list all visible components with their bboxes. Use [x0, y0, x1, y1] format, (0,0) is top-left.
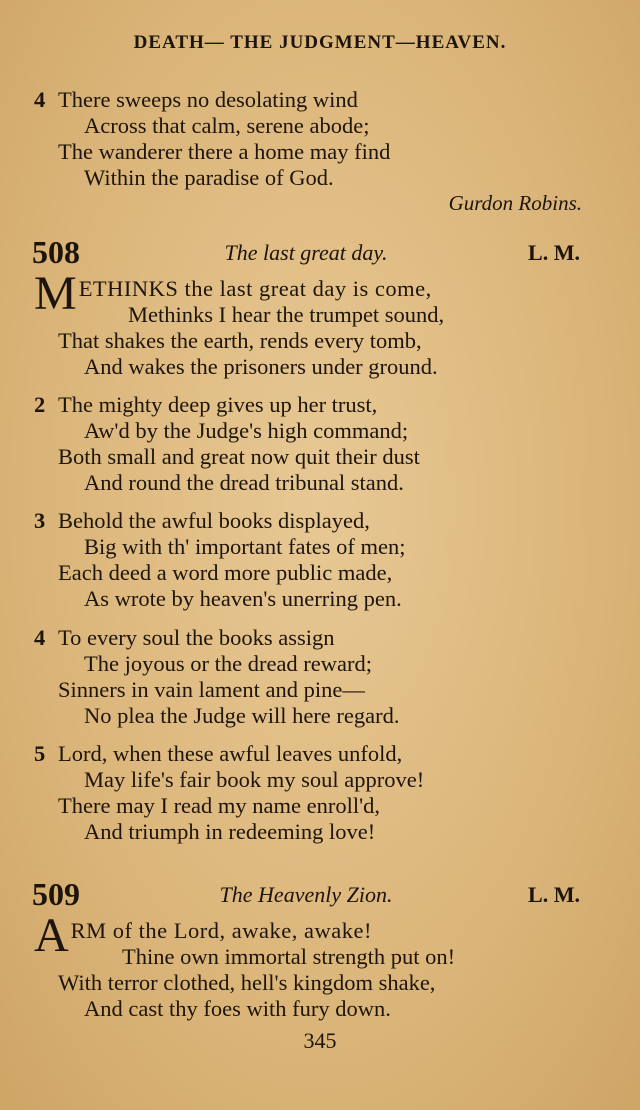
stanza-number: 4 — [34, 87, 46, 112]
verse-line: Aw'd by the Judge's high command; — [84, 418, 409, 443]
hymn-509-header — [32, 876, 580, 910]
stanza-number: 5 — [34, 741, 46, 766]
verse-line: And wakes the prisoners under ground. — [84, 354, 438, 379]
verse-line: To every soul the books assign — [58, 625, 335, 650]
hymn-508-stanza-5 — [34, 741, 594, 845]
attribution: Gurdon Robins. — [448, 191, 582, 215]
verse-line: And triumph in redeeming love! — [84, 819, 376, 844]
verse-line: That shakes the earth, rends every tomb, — [58, 328, 422, 353]
hymn-508-stanza-4 — [34, 625, 594, 729]
verse-line: There sweeps no desolating wind — [58, 87, 358, 112]
verse-line: Methinks I hear the trumpet sound, — [128, 302, 445, 327]
verse-line: May life's fair book my soul approve! — [84, 767, 425, 792]
verse-line: Both small and great now quit their dust — [58, 444, 420, 469]
hymn-meter: L. M. — [528, 240, 580, 265]
verse-line: The wanderer there a home may find — [58, 139, 391, 164]
stanza-number: 4 — [34, 625, 46, 650]
hymn-509-stanza-1 — [34, 909, 594, 1022]
verse-line: The mighty deep gives up her trust, — [58, 392, 378, 417]
drop-cap: M — [34, 267, 77, 320]
running-head: DEATH— THE JUDGMENT—HEAVEN. — [133, 32, 507, 53]
verse-line: Sinners in vain lament and pine— — [58, 677, 365, 702]
verse-line: Behold the awful books displayed, — [58, 508, 370, 533]
prev-stanza — [34, 87, 594, 191]
verse-line: And round the dread tribunal stand. — [84, 470, 404, 495]
verse-line: ETHINKS the last great day is come, — [78, 276, 432, 301]
verse-line: RM of the Lord, awake, awake! — [70, 918, 372, 943]
page-number: 345 — [303, 1028, 337, 1053]
hymn-title: The Heavenly Zion. — [219, 882, 393, 907]
hymn-meter: L. M. — [528, 882, 580, 907]
stanza-number: 2 — [34, 392, 46, 417]
stanza-number: 3 — [34, 508, 46, 533]
hymn-number: 508 — [32, 234, 80, 270]
verse-line: Each deed a word more public made, — [58, 560, 393, 585]
verse-line: Big with th' important fates of men; — [84, 534, 406, 559]
drop-cap: A — [34, 909, 69, 962]
verse-line: No plea the Judge will here regard. — [84, 703, 400, 728]
verse-line: There may I read my name enroll'd, — [58, 793, 381, 818]
verse-line: With terror clothed, hell's kingdom shake, — [58, 970, 436, 995]
hymn-508-stanza-1 — [34, 267, 594, 380]
verse-line: The joyous or the dread reward; — [84, 651, 373, 676]
hymn-508-stanza-2 — [34, 392, 594, 496]
verse-line: Lord, when these awful leaves unfold, — [58, 741, 403, 766]
verse-line: Within the paradise of God. — [84, 165, 334, 190]
verse-line: Across that calm, serene abode; — [84, 113, 370, 138]
verse-line: As wrote by heaven's unerring pen. — [84, 586, 402, 611]
hymn-title: The last great day. — [224, 240, 388, 265]
verse-line: Thine own immortal strength put on! — [122, 944, 456, 969]
hymn-number: 509 — [32, 876, 80, 912]
hymn-508-stanza-3 — [34, 508, 594, 612]
verse-line: And cast thy foes with fury down. — [84, 996, 391, 1021]
hymn-508-header — [32, 234, 580, 268]
